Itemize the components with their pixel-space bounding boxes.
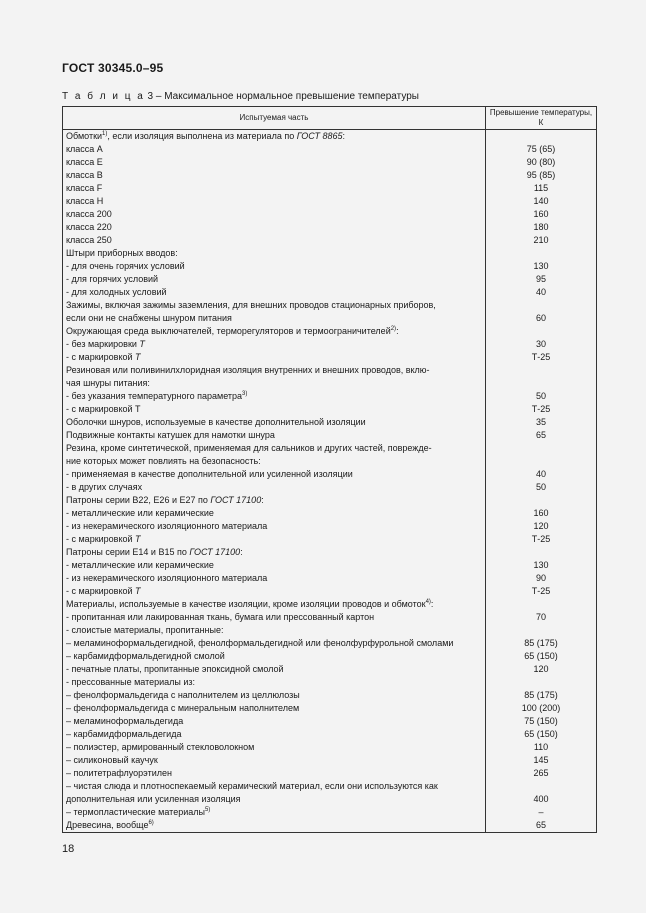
- temperature-value-cell: [486, 442, 597, 455]
- row-label: – меламиноформальдегидной, фенолформальдегидной или фенолфурфурольной смолами: [66, 638, 454, 648]
- tested-part-cell: [63, 481, 486, 494]
- table-row: [63, 442, 597, 455]
- table-row: [63, 559, 597, 572]
- table-row: [63, 429, 597, 442]
- row-label: - для холодных условий: [66, 287, 167, 297]
- temperature-value-cell: 160: [486, 208, 597, 221]
- tested-part-cell: [63, 767, 486, 780]
- tested-part-cell: [63, 741, 486, 754]
- tested-part-cell: [63, 780, 486, 793]
- row-sup: 4): [425, 599, 431, 605]
- row-label: - металлические или керамические: [66, 508, 214, 518]
- temperature-value-cell: 90 (80): [486, 156, 597, 169]
- table-row: [63, 377, 597, 390]
- table-caption: [62, 91, 419, 102]
- tested-part-cell: [63, 325, 486, 338]
- row-label: - без маркировки: [66, 339, 140, 349]
- row-label: класса В: [66, 170, 103, 180]
- table-row: [63, 702, 597, 715]
- row-label: - для очень горячих условий: [66, 261, 185, 271]
- tested-part-cell: [63, 585, 486, 598]
- row-label: Оболочки шнуров, используемые в качестве дополнительной изоляции: [66, 417, 366, 427]
- temperature-value-cell: 85 (175): [486, 689, 597, 702]
- temperature-value-cell: 160: [486, 507, 597, 520]
- tested-part-cell: [63, 312, 486, 325]
- tested-part-cell: [63, 559, 486, 572]
- temperature-value-cell: 265: [486, 767, 597, 780]
- temperature-value-cell: 120: [486, 520, 597, 533]
- row-italic: Т: [135, 586, 141, 596]
- table-row: [63, 793, 597, 806]
- tested-part-cell: [63, 377, 486, 390]
- table-row: [63, 780, 597, 793]
- document-title: ГОСТ 30345.0–95: [62, 61, 164, 75]
- row-label: - из некерамического изоляционного материала: [66, 521, 268, 531]
- tested-part-cell: [63, 611, 486, 624]
- temperature-value-cell: 40: [486, 286, 597, 299]
- table-row: [63, 273, 597, 286]
- row-label: - с маркировкой: [66, 534, 136, 544]
- tested-part-cell: [63, 234, 486, 247]
- table-row: [63, 351, 597, 364]
- table-header-row: [63, 107, 597, 130]
- table-row: [63, 546, 597, 559]
- column-header-tested-part: Испытуемая часть: [63, 107, 486, 130]
- tested-part-cell: [63, 598, 486, 611]
- tested-part-cell: [63, 364, 486, 377]
- temperature-value-cell: 50: [486, 481, 597, 494]
- temperature-value-cell: 95 (85): [486, 169, 597, 182]
- row-label: - с маркировкой: [66, 586, 136, 596]
- temperature-value-cell: 60: [486, 312, 597, 325]
- tested-part-cell: [63, 182, 486, 195]
- temperature-value-cell: [486, 676, 597, 689]
- tested-part-cell: [63, 247, 486, 260]
- tested-part-cell: [63, 416, 486, 429]
- tested-part-cell: [63, 390, 486, 403]
- row-label: дополнительная или усиленная изоляция: [66, 794, 241, 804]
- row-label: - в других случаях: [66, 482, 143, 492]
- table-row: [63, 494, 597, 507]
- table-row: [63, 208, 597, 221]
- tested-part-cell: [63, 208, 486, 221]
- table-row: [63, 637, 597, 650]
- temperature-rise-table: [62, 106, 597, 833]
- tested-part-cell: [63, 455, 486, 468]
- temperature-value-cell: [486, 780, 597, 793]
- temperature-value-cell: 70: [486, 611, 597, 624]
- tested-part-cell: [63, 663, 486, 676]
- row-label: Резиновая или поливинилхлоридная изоляция внутренних и внешних проводов, вклю-: [66, 365, 430, 375]
- table-row: [63, 247, 597, 260]
- temperature-value-cell: [486, 546, 597, 559]
- row-sup: 5): [204, 807, 211, 813]
- table-row: [63, 195, 597, 208]
- page-number: 18: [62, 843, 75, 855]
- row-label: - металлические или керамические: [66, 560, 214, 570]
- tested-part-cell: [63, 221, 486, 234]
- table-row: [63, 663, 597, 676]
- row-label: – силиконовый каучук: [66, 755, 158, 765]
- row-label: Древесина, вообще: [66, 820, 149, 830]
- tested-part-cell: [63, 286, 486, 299]
- table-row: [63, 156, 597, 169]
- table-row: [63, 728, 597, 741]
- temperature-value-cell: 75 (150): [486, 715, 597, 728]
- table-row: [63, 689, 597, 702]
- row-sup: 1): [102, 131, 108, 137]
- temperature-value-cell: 210: [486, 234, 597, 247]
- row-label: Резина, кроме синтетической, применяемая для сальников и других частей, поврежде-: [66, 443, 432, 453]
- tested-part-cell: [63, 533, 486, 546]
- temperature-value-cell: 65: [486, 429, 597, 442]
- tested-part-cell: [63, 195, 486, 208]
- temperature-value-cell: 75 (65): [486, 143, 597, 156]
- table-row: [63, 468, 597, 481]
- tested-part-cell: [63, 754, 486, 767]
- table-row: [63, 481, 597, 494]
- table-caption-text: 3 – Максимальное нормальное превышение температуры: [144, 91, 419, 102]
- row-tail: :: [240, 547, 243, 557]
- row-label: – меламиноформальдегида: [66, 716, 184, 726]
- row-label: класса 200: [66, 209, 112, 219]
- row-label: – политетрафлуорэтилен: [66, 768, 172, 778]
- temperature-value-cell: 90: [486, 572, 597, 585]
- row-label: чая шнуры питания:: [66, 378, 150, 388]
- tested-part-cell: [63, 403, 486, 416]
- row-label: - печатные платы, пропитанные эпоксидной смолой: [66, 664, 284, 674]
- row-italic: Т: [139, 339, 145, 349]
- tested-part-cell: [63, 572, 486, 585]
- temperature-value-cell: [486, 377, 597, 390]
- row-label: Патроны серии В22, Е26 и Е27 по: [66, 495, 211, 505]
- temperature-value-cell: 100 (200): [486, 702, 597, 715]
- row-tail: :: [261, 495, 264, 505]
- table-row: [63, 572, 597, 585]
- tested-part-cell: [63, 546, 486, 559]
- table-row: [63, 299, 597, 312]
- tested-part-cell: [63, 468, 486, 481]
- row-label: Материалы, используемые в качестве изоляции, кроме изоляции проводов и обмоток: [66, 599, 426, 609]
- table-row: [63, 416, 597, 429]
- temperature-value-cell: 85 (175): [486, 637, 597, 650]
- table-row: [63, 715, 597, 728]
- row-label: – чистая слюда и плотноспекаемый керамический материал, если они используются как: [66, 781, 438, 791]
- table-row: [63, 390, 597, 403]
- row-italic: ГОСТ 17100: [210, 495, 262, 505]
- temperature-value-cell: 115: [486, 182, 597, 195]
- row-label: - без указания температурного параметра: [66, 391, 243, 401]
- tested-part-cell: [63, 507, 486, 520]
- temperature-value-cell: [486, 247, 597, 260]
- temperature-value-cell: 40: [486, 468, 597, 481]
- row-label: - с маркировкой Т: [66, 404, 141, 414]
- tested-part-cell: [63, 676, 486, 689]
- row-label: - пропитанная или лакированная ткань, бумага или прессованный картон: [66, 612, 375, 622]
- row-label: - прессованные материалы из:: [66, 677, 196, 687]
- tested-part-cell: [63, 494, 486, 507]
- temperature-value-cell: Т-25: [486, 533, 597, 546]
- temperature-value-cell: 30: [486, 338, 597, 351]
- temperature-value-cell: 110: [486, 741, 597, 754]
- temperature-value-cell: [486, 598, 597, 611]
- row-label: класса 250: [66, 235, 112, 245]
- row-label: - с маркировкой: [66, 352, 136, 362]
- tested-part-cell: [63, 624, 486, 637]
- tested-part-cell: [63, 299, 486, 312]
- table-row: [63, 507, 597, 520]
- temperature-value-cell: Т-25: [486, 351, 597, 364]
- temperature-value-cell: [486, 364, 597, 377]
- temperature-value-cell: [486, 130, 597, 144]
- row-label: - слоистые материалы, пропитанные:: [66, 625, 224, 635]
- tested-part-cell: [63, 156, 486, 169]
- table-row: [63, 819, 597, 833]
- row-italic: ГОСТ 17100: [189, 547, 241, 557]
- table-row: [63, 403, 597, 416]
- tested-part-cell: [63, 429, 486, 442]
- table-caption-label: Т а б л и ц а: [62, 91, 145, 102]
- row-label: Окружающая среда выключателей, терморегуляторов и термоограничителей: [66, 326, 391, 336]
- temperature-value-cell: [486, 494, 597, 507]
- row-label: Патроны серии Е14 и В15 по: [66, 547, 190, 557]
- tested-part-cell: [63, 169, 486, 182]
- row-italic: Т: [135, 352, 141, 362]
- temperature-value-cell: [486, 624, 597, 637]
- table-row: [63, 221, 597, 234]
- table-body: [63, 130, 597, 833]
- temperature-value-cell: –: [486, 806, 597, 819]
- temperature-value-cell: Т-25: [486, 585, 597, 598]
- table-row: [63, 806, 597, 819]
- row-label: – карбамидформальдегида: [66, 729, 182, 739]
- temperature-value-cell: 180: [486, 221, 597, 234]
- row-label: – фенолформальдегида с наполнителем из целлюлозы: [66, 690, 300, 700]
- tested-part-cell: [63, 143, 486, 156]
- row-label: класса F: [66, 183, 103, 193]
- table-row: [63, 312, 597, 325]
- row-sup: 2): [390, 326, 397, 332]
- row-label: ние которых может повлиять на безопасность:: [66, 456, 261, 466]
- table-row: [63, 520, 597, 533]
- row-label: если они не снабжены шнуром питания: [66, 313, 232, 323]
- row-label: – полиэстер, армированный стекловолокном: [66, 742, 255, 752]
- tested-part-cell: [63, 351, 486, 364]
- temperature-value-cell: 65 (150): [486, 650, 597, 663]
- table-row: [63, 338, 597, 351]
- row-tail: :: [396, 326, 399, 336]
- temperature-value-cell: [486, 299, 597, 312]
- table-row: [63, 676, 597, 689]
- column-header-temperature-rise: Превышение температуры, К: [486, 107, 597, 130]
- temperature-value-cell: 130: [486, 260, 597, 273]
- table-row: [63, 260, 597, 273]
- table-row: [63, 130, 597, 144]
- row-label: класса Н: [66, 196, 104, 206]
- row-label: - для горячих условий: [66, 274, 159, 284]
- tested-part-cell: [63, 819, 486, 833]
- tested-part-cell: [63, 793, 486, 806]
- table-row: [63, 767, 597, 780]
- tested-part-cell: [63, 702, 486, 715]
- row-tail: :: [342, 131, 346, 141]
- table-row: [63, 364, 597, 377]
- temperature-value-cell: Т-25: [486, 403, 597, 416]
- row-label: класса А: [66, 144, 103, 154]
- table-row: [63, 741, 597, 754]
- tested-part-cell: [63, 520, 486, 533]
- temperature-value-cell: [486, 455, 597, 468]
- table-row: [63, 455, 597, 468]
- temperature-value-cell: 400: [486, 793, 597, 806]
- row-label: Подвижные контакты катушек для намотки шнура: [66, 430, 275, 440]
- temperature-value-cell: [486, 325, 597, 338]
- temperature-value-cell: 140: [486, 195, 597, 208]
- row-label: – термопластические материалы: [66, 807, 205, 817]
- table-row: [63, 533, 597, 546]
- table-row: [63, 286, 597, 299]
- tested-part-cell: [63, 338, 486, 351]
- tested-part-cell: [63, 650, 486, 663]
- table-row: [63, 182, 597, 195]
- row-label: Зажимы, включая зажимы заземления, для внешних проводов стационарных приборов,: [66, 300, 436, 310]
- tested-part-cell: [63, 442, 486, 455]
- table-row: [63, 143, 597, 156]
- table-row: [63, 234, 597, 247]
- temperature-value-cell: 65: [486, 819, 597, 833]
- tested-part-cell: [63, 260, 486, 273]
- temperature-value-cell: 145: [486, 754, 597, 767]
- row-label: Обмотки: [66, 131, 103, 141]
- row-sup: 3): [242, 391, 248, 397]
- table-row: [63, 611, 597, 624]
- row-tail: :: [430, 599, 434, 609]
- row-label: - из некерамического изоляционного материала: [66, 573, 268, 583]
- tested-part-cell: [63, 715, 486, 728]
- table-row: [63, 650, 597, 663]
- temperature-value-cell: 95: [486, 273, 597, 286]
- row-sup: 6): [148, 820, 154, 826]
- table-row: [63, 325, 597, 338]
- tested-part-cell: [63, 130, 486, 144]
- temperature-value-cell: 120: [486, 663, 597, 676]
- row-italic: Т: [135, 534, 141, 544]
- temperature-value-cell: 130: [486, 559, 597, 572]
- table-row: [63, 169, 597, 182]
- row-label: - применяемая в качестве дополнительной или усиленной изоляции: [66, 469, 353, 479]
- row-italic: ГОСТ 8865: [296, 131, 343, 141]
- row-label: класса Е: [66, 157, 103, 167]
- row-label: класса 220: [66, 222, 112, 232]
- temperature-value-cell: 50: [486, 390, 597, 403]
- table-row: [63, 585, 597, 598]
- table-row: [63, 624, 597, 637]
- row-label: Штыри приборных вводов:: [66, 248, 178, 258]
- tested-part-cell: [63, 273, 486, 286]
- tested-part-cell: [63, 637, 486, 650]
- table-row: [63, 598, 597, 611]
- row-label: – карбамидформальдегидной смолой: [66, 651, 225, 661]
- tested-part-cell: [63, 728, 486, 741]
- row-after: , если изоляция выполнена из материала по: [107, 131, 297, 141]
- temperature-value-cell: 65 (150): [486, 728, 597, 741]
- tested-part-cell: [63, 806, 486, 819]
- tested-part-cell: [63, 689, 486, 702]
- temperature-value-cell: 35: [486, 416, 597, 429]
- row-label: – фенолформальдегида с минеральным наполнителем: [66, 703, 300, 713]
- table-row: [63, 754, 597, 767]
